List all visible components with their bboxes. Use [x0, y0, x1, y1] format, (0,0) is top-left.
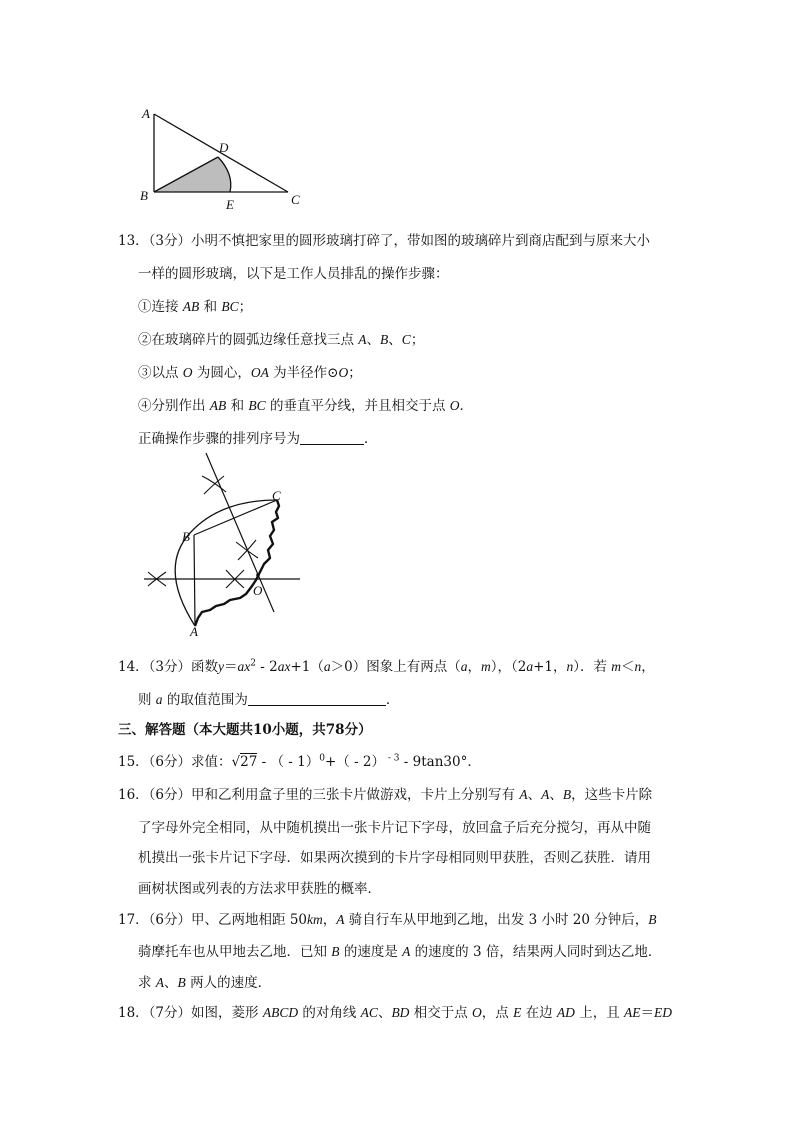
triangle-figure: [130, 100, 310, 215]
q14-line1: 14．（3分）函数$y=ax^2 - 2ax+1(a>0)$图象上有两点（a，m），（2a+1，n）．若 m＜n，: [118, 658, 655, 675]
q14-answer-blank[interactable]: [248, 691, 386, 706]
label-c: C: [272, 488, 281, 503]
label-e: E: [226, 197, 234, 212]
q13-step4: ④分别作出 AB 和 BC 的垂直平分线，并且相交于点 O．: [138, 398, 473, 414]
q13-text-cont: 一样的圆形玻璃，以下是工作人员排乱的操作步骤：: [138, 266, 449, 282]
section-heading: 三、解答题（本大题共10小题，共78分）: [118, 722, 372, 738]
q14-number: 14．（3分）: [118, 659, 192, 675]
q16-number: 16．（6分）: [118, 787, 192, 803]
q17-number: 17．（6分）: [118, 912, 192, 928]
q13-line1: [118, 229, 650, 249]
bisector-bc: [206, 453, 274, 612]
q13-step1: ①连接 AB 和 BC；: [138, 299, 253, 315]
q18-number: 18．（7分）: [118, 1005, 192, 1021]
q17-line3: 求 A、B 两人的速度．: [138, 975, 272, 991]
q16-line4: 画树状图或列表的方法求甲获胜的概率．: [138, 881, 381, 897]
label-d: D: [219, 140, 229, 155]
shaded-sector: [154, 157, 231, 192]
q13-step2: ②在玻璃碎片的圆弧边缘任意找三点 A、B、C；: [138, 332, 425, 348]
q17-line2: 骑摩托车也从甲地去乙地．已知 B 的速度是 A 的速度的 3 倍，结果两人同时到达乙地．: [138, 944, 662, 960]
q16-line1: 16．（6分）甲和乙利用盒子里的三张卡片做游戏，卡片上分别写有 A、A、B，这些卡片除: [118, 787, 653, 803]
label-a: A: [142, 106, 150, 121]
label-b: B: [140, 188, 148, 203]
circle-arc: [175, 500, 277, 626]
center-point: [256, 573, 260, 577]
sqrt-symbol: √: [231, 754, 241, 770]
q14-line2: 则 a 的取值范围为 ．: [138, 692, 400, 708]
q16-line3: 机摸出一张卡片记下字母．如果两次摸到的卡片字母相同则甲获胜，否则乙获胜．请用: [138, 850, 651, 866]
arc-mark-4: [236, 540, 258, 560]
q15-number: 15．（6分）: [118, 754, 192, 770]
fragment-edge: [195, 500, 279, 626]
q13-text: 小明不慎把家里的圆形玻璃打碎了，带如图的玻璃碎片到商店配到与原来大小: [191, 233, 651, 249]
q17-line1: 17．（6分）甲、乙两地相距 50km，A 骑自行车从甲地到乙地，出发 3 小时 20 分钟后，B: [118, 912, 657, 928]
label-o: O: [253, 583, 263, 598]
glass-fragment-figure: [140, 448, 310, 640]
q13-number: 13．（3分）: [118, 233, 192, 249]
label-a: A: [190, 624, 198, 639]
sqrt-radicand: 27: [240, 754, 258, 770]
q13-step3: ③以点 O 为圆心，OA 为半径作⊙O；: [138, 365, 362, 381]
q16-line2: 了字母外完全相同，从中随机摸出一张卡片记下字母，放回盒子后充分搅匀，再从中随: [138, 820, 651, 836]
label-b: B: [182, 529, 190, 544]
q18-line1: 18．（7分）如图，菱形 ABCD 的对角线 AC、BD 相交于点 O，点 E 在边 AD 上，且 AE＝ED: [118, 1005, 673, 1021]
q13-answer-blank[interactable]: [300, 430, 364, 445]
chord-ab: [194, 535, 195, 626]
q15-line: 15．（6分）求值：√27 - （ - 1）$^0$+（ - 2） $^{- 3}$ - 9tan30°．: [118, 753, 481, 770]
q13-line2: [138, 262, 449, 282]
q13-answer-line: 正确操作步骤的排列序号为 ．: [138, 431, 378, 447]
label-c: C: [291, 192, 300, 207]
